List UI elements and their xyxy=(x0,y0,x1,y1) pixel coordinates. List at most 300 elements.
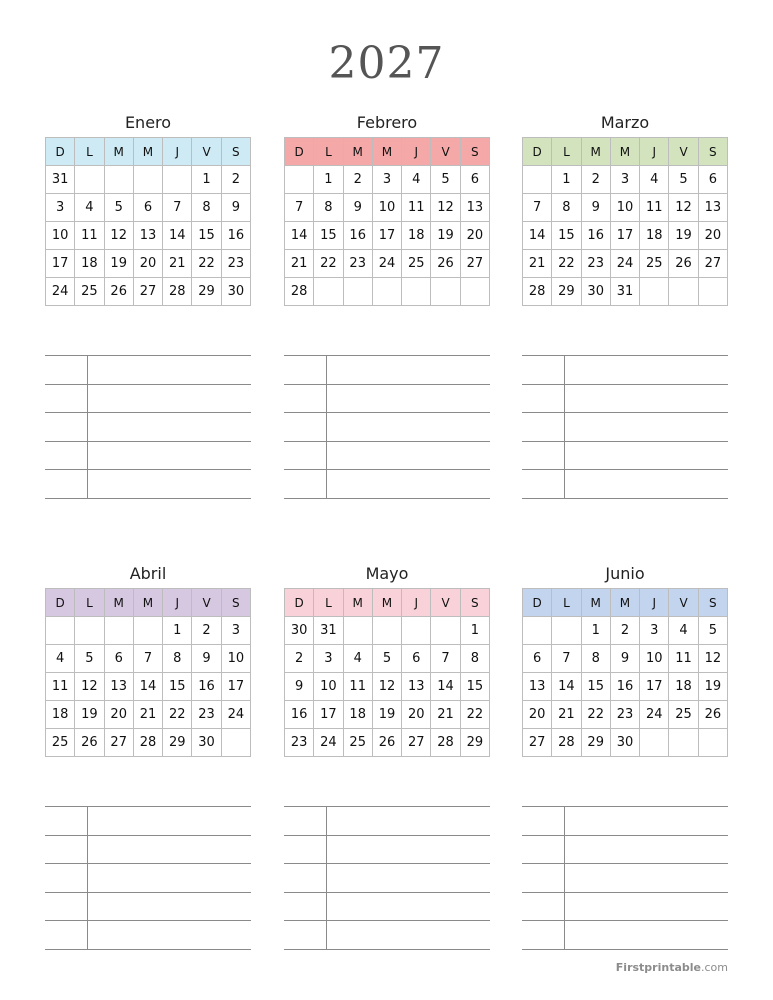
weekday-header: M xyxy=(372,589,401,617)
day-cell: 7 xyxy=(552,645,581,673)
day-cell: 19 xyxy=(669,222,698,250)
day-cell: 25 xyxy=(669,701,698,729)
day-cell: 1 xyxy=(192,166,221,194)
weekday-header: J xyxy=(402,138,431,166)
weekday-header: V xyxy=(192,589,221,617)
weekday-header: M xyxy=(581,138,610,166)
month-1 xyxy=(284,112,490,306)
weekday-header: V xyxy=(192,138,221,166)
note-line xyxy=(284,412,490,413)
day-cell xyxy=(552,617,581,645)
note-line xyxy=(522,863,728,864)
note-line xyxy=(522,920,728,921)
day-cell xyxy=(523,166,552,194)
note-line xyxy=(522,355,728,356)
day-cell xyxy=(163,166,192,194)
day-cell: 27 xyxy=(133,278,162,306)
day-cell: 19 xyxy=(104,250,133,278)
note-line xyxy=(522,892,728,893)
day-cell: 21 xyxy=(523,250,552,278)
day-cell: 21 xyxy=(163,250,192,278)
weekday-header: M xyxy=(133,589,162,617)
day-cell: 6 xyxy=(523,645,552,673)
day-cell: 1 xyxy=(460,617,489,645)
day-cell: 26 xyxy=(75,729,104,757)
weekday-header: M xyxy=(343,138,372,166)
day-cell: 14 xyxy=(523,222,552,250)
day-cell xyxy=(523,617,552,645)
weekday-header: J xyxy=(640,138,669,166)
day-cell: 31 xyxy=(46,166,75,194)
note-line xyxy=(284,949,490,950)
day-cell xyxy=(431,617,460,645)
notes-lines xyxy=(284,806,490,951)
day-cell: 2 xyxy=(610,617,639,645)
day-cell: 30 xyxy=(192,729,221,757)
day-cell: 25 xyxy=(75,278,104,306)
day-cell: 3 xyxy=(610,166,639,194)
brand-suffix: .com xyxy=(701,961,728,974)
weekday-header: J xyxy=(640,589,669,617)
day-cell: 15 xyxy=(552,222,581,250)
day-cell xyxy=(431,278,460,306)
day-cell: 25 xyxy=(640,250,669,278)
day-cell: 30 xyxy=(610,729,639,757)
weekday-header-row xyxy=(285,138,490,166)
day-cell: 29 xyxy=(552,278,581,306)
week-row xyxy=(46,222,251,250)
note-line xyxy=(284,441,490,442)
day-cell: 14 xyxy=(285,222,314,250)
day-cell: 13 xyxy=(402,673,431,701)
note-divider xyxy=(87,355,88,499)
day-cell: 13 xyxy=(104,673,133,701)
week-row xyxy=(46,194,251,222)
day-cell: 23 xyxy=(610,701,639,729)
week-row xyxy=(46,673,251,701)
day-cell: 17 xyxy=(640,673,669,701)
week-row xyxy=(523,673,728,701)
month-title: Abril xyxy=(129,564,167,583)
weekday-header: M xyxy=(343,589,372,617)
day-cell: 9 xyxy=(610,645,639,673)
day-cell: 10 xyxy=(221,645,250,673)
note-line xyxy=(522,412,728,413)
note-line xyxy=(522,949,728,950)
day-cell: 13 xyxy=(460,194,489,222)
note-line xyxy=(284,384,490,385)
note-line xyxy=(522,835,728,836)
month-title: Enero xyxy=(124,113,172,132)
day-cell: 5 xyxy=(669,166,698,194)
note-line xyxy=(284,863,490,864)
day-cell: 29 xyxy=(192,278,221,306)
note-line xyxy=(522,441,728,442)
month-5 xyxy=(522,563,728,757)
day-cell: 5 xyxy=(698,617,727,645)
day-cell: 16 xyxy=(343,222,372,250)
weekday-header: L xyxy=(314,138,343,166)
weekday-header: L xyxy=(75,589,104,617)
week-row xyxy=(46,617,251,645)
day-cell: 20 xyxy=(698,222,727,250)
day-cell: 20 xyxy=(402,701,431,729)
day-cell xyxy=(314,278,343,306)
day-cell: 24 xyxy=(610,250,639,278)
day-cell: 9 xyxy=(192,645,221,673)
week-row xyxy=(523,194,728,222)
day-cell: 2 xyxy=(285,645,314,673)
day-cell: 22 xyxy=(314,250,343,278)
day-cell xyxy=(104,166,133,194)
day-cell: 29 xyxy=(163,729,192,757)
month-calendar-table xyxy=(522,137,728,306)
day-cell: 27 xyxy=(698,250,727,278)
weekday-header: S xyxy=(460,138,489,166)
day-cell: 28 xyxy=(552,729,581,757)
day-cell: 11 xyxy=(343,673,372,701)
weekday-header: M xyxy=(581,589,610,617)
day-cell: 15 xyxy=(192,222,221,250)
month-calendar-table xyxy=(45,588,251,757)
day-cell: 2 xyxy=(221,166,250,194)
day-cell: 11 xyxy=(402,194,431,222)
weekday-header: V xyxy=(669,589,698,617)
day-cell xyxy=(343,617,372,645)
day-cell: 12 xyxy=(698,645,727,673)
day-cell: 8 xyxy=(581,645,610,673)
day-cell: 24 xyxy=(221,701,250,729)
day-cell: 9 xyxy=(581,194,610,222)
day-cell: 17 xyxy=(221,673,250,701)
week-row xyxy=(46,250,251,278)
day-cell xyxy=(372,278,401,306)
day-cell: 21 xyxy=(285,250,314,278)
note-line xyxy=(284,920,490,921)
weekday-header: D xyxy=(46,138,75,166)
weekday-header: M xyxy=(104,589,133,617)
day-cell: 16 xyxy=(285,701,314,729)
day-cell: 4 xyxy=(75,194,104,222)
weekday-header: J xyxy=(163,589,192,617)
week-row xyxy=(285,701,490,729)
notes-lines xyxy=(284,355,490,500)
month-4 xyxy=(284,563,490,757)
note-line xyxy=(45,863,251,864)
weekday-header: V xyxy=(431,589,460,617)
day-cell: 17 xyxy=(46,250,75,278)
day-cell: 26 xyxy=(104,278,133,306)
day-cell: 20 xyxy=(104,701,133,729)
weekday-header: J xyxy=(402,589,431,617)
day-cell: 7 xyxy=(523,194,552,222)
week-row xyxy=(285,645,490,673)
day-cell: 9 xyxy=(285,673,314,701)
week-row xyxy=(46,701,251,729)
day-cell: 29 xyxy=(581,729,610,757)
day-cell: 4 xyxy=(46,645,75,673)
month-calendar-table xyxy=(45,137,251,306)
week-row xyxy=(46,166,251,194)
day-cell: 23 xyxy=(192,701,221,729)
note-line xyxy=(45,498,251,499)
note-line xyxy=(45,892,251,893)
day-cell: 5 xyxy=(104,194,133,222)
day-cell: 10 xyxy=(46,222,75,250)
brand-name: Firstprintable xyxy=(615,961,701,974)
weekday-header: V xyxy=(431,138,460,166)
day-cell: 8 xyxy=(192,194,221,222)
day-cell: 20 xyxy=(523,701,552,729)
day-cell: 18 xyxy=(669,673,698,701)
note-line xyxy=(522,498,728,499)
week-row xyxy=(523,222,728,250)
day-cell: 12 xyxy=(372,673,401,701)
day-cell xyxy=(402,278,431,306)
weekday-header: J xyxy=(163,138,192,166)
day-cell xyxy=(460,278,489,306)
day-cell: 6 xyxy=(104,645,133,673)
day-cell: 11 xyxy=(669,645,698,673)
day-cell: 28 xyxy=(523,278,552,306)
day-cell: 18 xyxy=(402,222,431,250)
day-cell: 19 xyxy=(372,701,401,729)
day-cell: 11 xyxy=(46,673,75,701)
month-title: Marzo xyxy=(600,113,650,132)
notes-lines xyxy=(522,806,728,951)
day-cell: 27 xyxy=(523,729,552,757)
day-cell: 10 xyxy=(640,645,669,673)
day-cell: 28 xyxy=(163,278,192,306)
week-row xyxy=(285,250,490,278)
day-cell xyxy=(402,617,431,645)
weekday-header: D xyxy=(523,589,552,617)
day-cell: 1 xyxy=(314,166,343,194)
day-cell: 9 xyxy=(343,194,372,222)
day-cell: 15 xyxy=(163,673,192,701)
day-cell: 30 xyxy=(221,278,250,306)
note-line xyxy=(522,806,728,807)
month-calendar-table xyxy=(284,588,490,757)
day-cell: 4 xyxy=(640,166,669,194)
day-cell: 7 xyxy=(133,645,162,673)
day-cell: 3 xyxy=(46,194,75,222)
note-line xyxy=(45,469,251,470)
day-cell: 3 xyxy=(372,166,401,194)
day-cell: 10 xyxy=(610,194,639,222)
day-cell xyxy=(640,278,669,306)
note-line xyxy=(522,384,728,385)
week-row xyxy=(523,166,728,194)
day-cell: 7 xyxy=(431,645,460,673)
day-cell: 22 xyxy=(552,250,581,278)
day-cell xyxy=(133,166,162,194)
day-cell: 28 xyxy=(285,278,314,306)
day-cell: 20 xyxy=(460,222,489,250)
day-cell xyxy=(75,166,104,194)
day-cell: 18 xyxy=(640,222,669,250)
day-cell: 23 xyxy=(581,250,610,278)
day-cell: 3 xyxy=(640,617,669,645)
day-cell xyxy=(669,278,698,306)
note-divider xyxy=(326,806,327,950)
weekday-header-row xyxy=(523,589,728,617)
day-cell: 16 xyxy=(221,222,250,250)
week-row xyxy=(285,194,490,222)
weekday-header: M xyxy=(610,138,639,166)
day-cell xyxy=(372,617,401,645)
weekday-header-row xyxy=(523,138,728,166)
note-line xyxy=(284,806,490,807)
weekday-header: V xyxy=(669,138,698,166)
weekday-header-row xyxy=(46,138,251,166)
day-cell: 5 xyxy=(75,645,104,673)
day-cell: 31 xyxy=(610,278,639,306)
week-row xyxy=(46,278,251,306)
note-divider xyxy=(326,355,327,499)
day-cell: 8 xyxy=(314,194,343,222)
day-cell: 8 xyxy=(460,645,489,673)
day-cell: 15 xyxy=(460,673,489,701)
day-cell: 19 xyxy=(431,222,460,250)
week-row xyxy=(285,673,490,701)
day-cell xyxy=(698,729,727,757)
weekday-header: M xyxy=(133,138,162,166)
note-divider xyxy=(564,355,565,499)
brand-watermark xyxy=(616,961,728,974)
day-cell: 2 xyxy=(192,617,221,645)
month-2 xyxy=(522,112,728,306)
day-cell: 1 xyxy=(163,617,192,645)
day-cell: 26 xyxy=(698,701,727,729)
day-cell: 2 xyxy=(343,166,372,194)
day-cell: 22 xyxy=(460,701,489,729)
week-row xyxy=(46,645,251,673)
day-cell: 27 xyxy=(402,729,431,757)
day-cell: 5 xyxy=(431,166,460,194)
note-line xyxy=(522,469,728,470)
day-cell: 29 xyxy=(460,729,489,757)
month-3 xyxy=(45,563,251,757)
day-cell: 21 xyxy=(552,701,581,729)
day-cell: 28 xyxy=(133,729,162,757)
note-line xyxy=(45,355,251,356)
note-line xyxy=(45,412,251,413)
day-cell: 22 xyxy=(163,701,192,729)
day-cell: 24 xyxy=(314,729,343,757)
day-cell: 27 xyxy=(104,729,133,757)
day-cell: 12 xyxy=(75,673,104,701)
note-line xyxy=(284,892,490,893)
weekday-header: S xyxy=(698,138,727,166)
week-row xyxy=(285,278,490,306)
day-cell: 24 xyxy=(372,250,401,278)
day-cell: 17 xyxy=(610,222,639,250)
weekday-header: D xyxy=(523,138,552,166)
note-line xyxy=(45,384,251,385)
day-cell: 4 xyxy=(669,617,698,645)
day-cell: 25 xyxy=(402,250,431,278)
note-line xyxy=(284,355,490,356)
day-cell: 13 xyxy=(523,673,552,701)
notes-lines xyxy=(45,355,251,500)
day-cell: 23 xyxy=(343,250,372,278)
day-cell: 6 xyxy=(460,166,489,194)
day-cell: 19 xyxy=(75,701,104,729)
notes-lines xyxy=(522,355,728,500)
day-cell: 14 xyxy=(163,222,192,250)
day-cell: 7 xyxy=(285,194,314,222)
day-cell: 24 xyxy=(640,701,669,729)
weekday-header: L xyxy=(552,589,581,617)
month-0 xyxy=(45,112,251,306)
day-cell: 15 xyxy=(314,222,343,250)
week-row xyxy=(523,645,728,673)
note-line xyxy=(45,806,251,807)
week-row xyxy=(523,729,728,757)
note-line xyxy=(284,835,490,836)
day-cell: 4 xyxy=(343,645,372,673)
day-cell: 3 xyxy=(314,645,343,673)
month-title: Mayo xyxy=(365,564,409,583)
day-cell: 15 xyxy=(581,673,610,701)
day-cell: 12 xyxy=(669,194,698,222)
day-cell: 23 xyxy=(221,250,250,278)
day-cell: 10 xyxy=(372,194,401,222)
week-row xyxy=(285,617,490,645)
day-cell: 7 xyxy=(163,194,192,222)
note-divider xyxy=(87,806,88,950)
day-cell: 3 xyxy=(221,617,250,645)
day-cell: 1 xyxy=(581,617,610,645)
week-row xyxy=(285,166,490,194)
day-cell: 28 xyxy=(431,729,460,757)
weekday-header: S xyxy=(698,589,727,617)
note-line xyxy=(45,835,251,836)
month-calendar-table xyxy=(522,588,728,757)
weekday-header: L xyxy=(75,138,104,166)
day-cell: 31 xyxy=(314,617,343,645)
day-cell: 17 xyxy=(372,222,401,250)
day-cell: 21 xyxy=(133,701,162,729)
day-cell: 20 xyxy=(133,250,162,278)
day-cell xyxy=(698,278,727,306)
note-line xyxy=(284,498,490,499)
day-cell: 11 xyxy=(75,222,104,250)
note-divider xyxy=(564,806,565,950)
year-title: 2027 xyxy=(328,38,445,89)
day-cell: 19 xyxy=(698,673,727,701)
weekday-header: S xyxy=(221,589,250,617)
weekday-header-row xyxy=(46,589,251,617)
week-row xyxy=(46,729,251,757)
day-cell: 26 xyxy=(669,250,698,278)
day-cell xyxy=(221,729,250,757)
weekday-header: D xyxy=(285,138,314,166)
day-cell: 14 xyxy=(552,673,581,701)
day-cell: 26 xyxy=(431,250,460,278)
notes-lines xyxy=(45,806,251,951)
day-cell: 18 xyxy=(343,701,372,729)
day-cell: 21 xyxy=(431,701,460,729)
month-calendar-table xyxy=(284,137,490,306)
day-cell: 16 xyxy=(610,673,639,701)
weekday-header: L xyxy=(314,589,343,617)
day-cell: 4 xyxy=(402,166,431,194)
day-cell: 16 xyxy=(192,673,221,701)
day-cell xyxy=(75,617,104,645)
day-cell: 25 xyxy=(343,729,372,757)
